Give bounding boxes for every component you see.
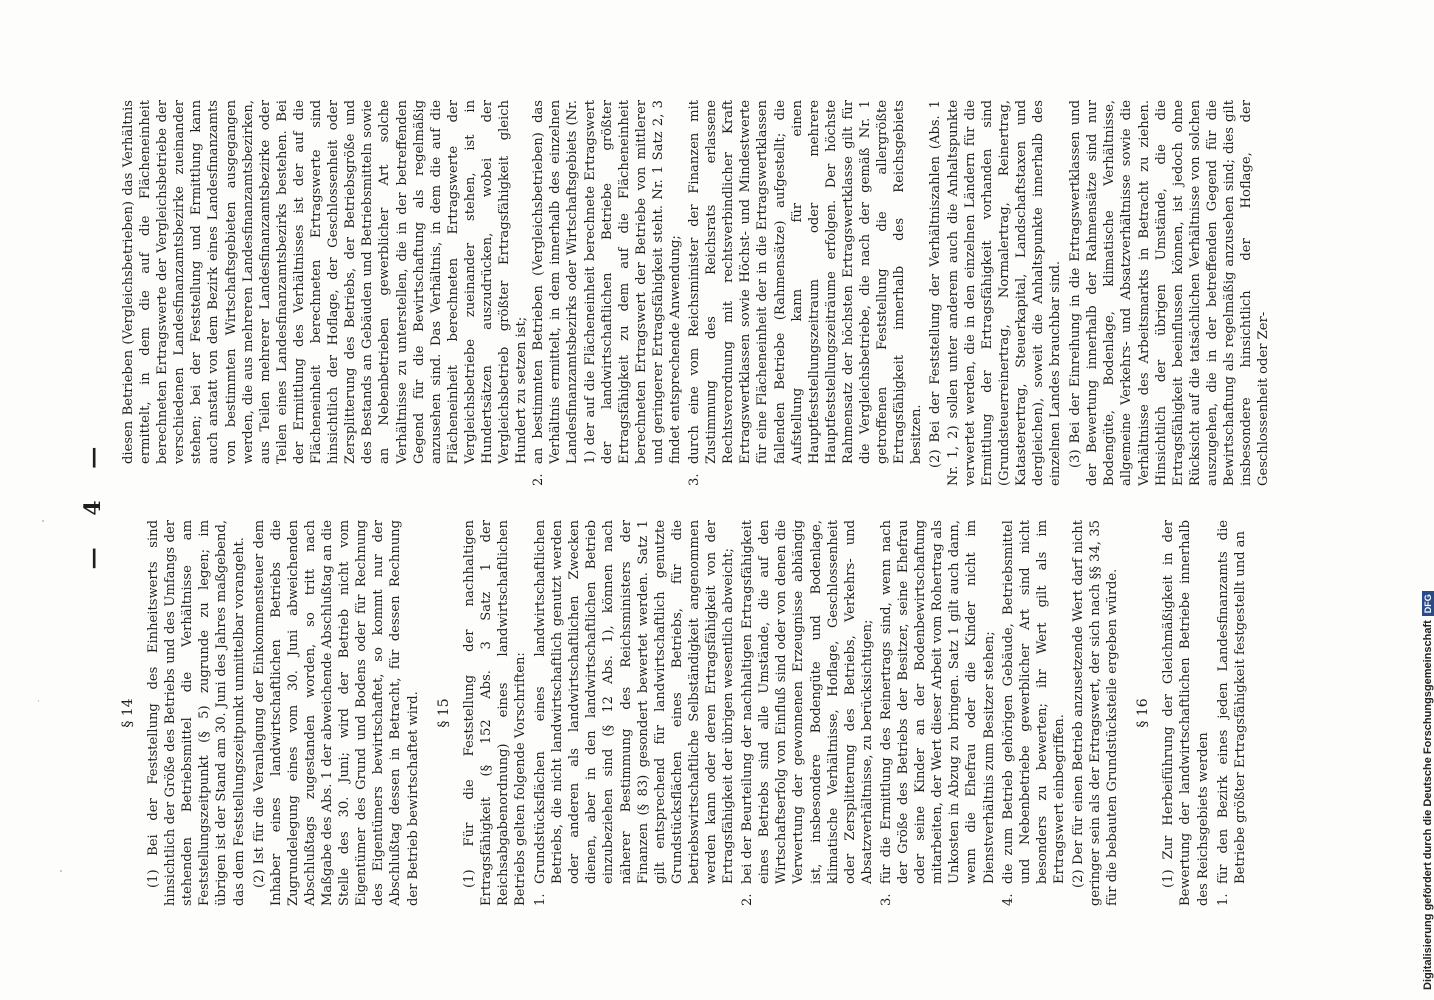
list-item — [532, 520, 737, 906]
paragraph: (3) Bei der Einreihung in die Ertragswertklassen und der Bewertung innerhalb der Rahmensätze sind nur Bodengüte, Bodenlage, klimatische Verhältnisse, allgemeine Verkehrs- und Absatzverhältnisse sowie die Verhältnisse des Arbeitsmarkts in Betracht zu ziehen. Hinsichtlich der übrigen Umstände, die die Ertragsfähigkeit beeinflussen können, ist jedoch ohne Rücksicht auf die tatsächlichen Verhältnisse von solchen auszugehen, die in der betreffenden Gegend für die Bewirtschaftung als regelmäßig anzusehen sind; dies gilt insbesondere hinsichtlich der Hoflage, der Geschlossenheit oder Zer- — [1068, 100, 1272, 486]
funding-note-text: Digitalisierung gefördert durch die Deutsche Forschungsgemeinschaft — [1422, 620, 1434, 990]
list-number: 3. — [878, 893, 894, 906]
list-item — [530, 100, 684, 486]
scan-speck — [60, 870, 62, 872]
section-title-15: § 15 — [435, 698, 452, 728]
section-title-16: § 16 — [1135, 698, 1152, 728]
list-number: 2. — [531, 473, 547, 486]
paragraph-continued: diesen Betrieben (Vergleichsbetrieben) das Verhältnis ermittelt, in dem die auf die Flächeneinheit berechneten Ertragswerte der Vergleichsbetriebe der verschiedenen Landesfinanzamtsbezirke zueinander stehen; bei der Feststellung und Ermittlung kann auch anstatt von dem Bezirk eines Landesfinanzamts von bestimmten Wirtschaftsgebieten ausgegangen werden, die aus mehreren Landesfinanzamtsbezirken, aus Teilen mehrerer Landesfinanzamtsbezirke oder Teilen eines Landesfinanzamtsbezirks bestehen. Bei der Ermittlung des Verhältnisses ist der auf die Flächeneinheit berechneten Ertragswerte sind hinsichtlich der Hoflage, der Geschlossenheit oder Zersplitterung des Betriebs, der Betriebsgröße und des Bestands an Gebäuden und Betriebsmitteln sowie an Nebenbetrieben gewerblicher Art solche Verhältnisse zu unterstellen, die in der betreffenden Gegend für die Bewirtschaftung als regelmäßig anzusehen sind. Das Verhältnis, in dem die auf die Flächeneinheit berechneten Ertragswerte der Vergleichsbetriebe zueinander stehen, ist in Hundertsätzen auszudrücken, wobei der Vergleichsbetrieb größter Ertragsfähigkeit gleich Hundert zu setzen ist; — [121, 100, 530, 464]
section-title-14: § 14 — [120, 698, 136, 728]
paragraph: (1) Für die Feststellung der nachhaltigen Ertragsfähigkeit (§ 152 Abs. 3 Satz 1 der Reichsabgabenordnung) eines landwirtschaftlichen Betriebs gelten folgende Vorschriften: — [461, 520, 528, 906]
dfg-logo: DFG — [1422, 591, 1434, 616]
list-item — [1215, 520, 1249, 906]
rotated-page — [80, 98, 1355, 906]
paragraph: (1) Zur Herbeiführung der Gleichmäßigkeit in der Bewertung der landwirtschaftlichen Betriebe innerhalb des Reichsgebiets werden — [1161, 520, 1211, 906]
list-item — [878, 520, 998, 906]
scan-speck — [38, 700, 39, 702]
list-text: durch eine vom Reichsminister der Finanzen mit Zustimmung des Reichsrats erlassene Rechtsverordnung mit rechtsverbindlicher Kraft Ertragswertklassen sowie Höchst- und Mindestwerte für eine Flächeneinheit der in die Ertragswertklassen fallenden Betriebe (Rahmensätze) aufgestellt; die Aufstellung kann für einen Hauptfeststellungszeitraum oder mehrere Hauptfeststellungszeiträume erfolgen. Der höchste Rahmensatz der höchsten Ertragswertklasse gilt für die Vergleichsbetriebe, die nach der gemäß Nr. 1 getroffenen Feststellung die allergrößte Ertragsfähigkeit innerhalb des Reichsgebiets besitzen. — [687, 100, 925, 464]
list-text: für den Bezirk eines jeden Landesfinanzamts die Betriebe größter Ertragsfähigkeit festgestellt und an — [1215, 520, 1248, 884]
list-text: die zum Betrieb gehörigen Gebäude, Betriebsmittel und Nebenbetriebe gewerblicher Art sind nicht besonders zu bewerten; ihr Wert gilt als im Ertragswert einbegriffen. — [1000, 520, 1067, 884]
paragraph: (2) Der für einen Betrieb anzusetzende Wert darf nicht geringer sein als der Ertragswert, der sich nach §§ 34, 35 für die bebauten Grundstücksteile ergeben würde. — [1070, 520, 1121, 906]
list-text: für die Ermittlung des Reinertrags sind, wenn nach der Größe des Betriebs der Besitzer, seine Ehefrau oder seine Kinder an der Bodenbewirtschaftung mitarbeiten, der Wert dieser Arbeit vom Rohertrag als Unkosten in Abzug zu bringen. Satz 1 gilt auch dann, wenn die Ehefrau oder die Kinder nicht im Dienstverhältnis zum Besitzer stehen; — [878, 520, 997, 884]
list-number: 1. — [1215, 893, 1231, 906]
list-number: 2. — [740, 893, 756, 906]
page-number: — 4 — — [80, 434, 106, 570]
list-text: Grundstücksflächen eines landwirtschaftlichen Betriebs, die nicht landwirtschaftlich genutzt werden oder anderen als landwirtschaftlichen Zwecken dienen, aber in den landwirtschaftlichen Betrieb einzubeziehen sind (§ 12 Abs. 1), können nach näherer Bestimmung des Reichsministers der Finanzen (§ 83) gesondert bewertet werden. Satz 1 gilt entsprechend für landwirtschaftlich genutzte Grundstücksflächen eines Betriebs, für die betriebswirtschaftliche Selbständigkeit angenommen werden kann oder deren Ertragsfähigkeit von der Ertragsfähigkeit der übrigen wesentlich abweicht; — [533, 520, 737, 884]
left-column — [120, 520, 1251, 906]
list-item — [739, 520, 876, 906]
list-text: bei der Beurteilung der nachhaltigen Ertragsfähigkeit eines Betriebs sind alle Umstände, die auf den Wirtschaftserfolg von Einfluß sind oder von denen die Verwertung der gewonnenen Erzeugnisse abhängig ist, insbesondere Bodengüte und Bodenlage, klimatische Verhältnisse, Hoflage, Geschlossenheit oder Zersplitterung des Betriebs, Verkehrs- und Absatzverhältnisse, zu berücksichtigen; — [740, 520, 875, 884]
paragraph: (1) Bei der Feststellung des Einheitswerts sind hinsichtlich der Größe des Betriebs und des Umfangs der stehenden Betriebsmittel die Verhältnisse am Feststellungszeitpunkt (§ 5) zugrunde zu legen; im übrigen ist der Stand am 30. Juni des Jahres maßgebend, das dem Feststellungszeitpunkt unmittelbar vorangeht. — [146, 520, 247, 906]
list-number: 3. — [687, 473, 703, 486]
list-number: 4. — [1000, 893, 1016, 906]
right-column — [120, 100, 1275, 486]
list-item — [686, 100, 925, 486]
list-text: an bestimmten Betrieben (Vergleichsbetrieben) das Verhältnis ermittelt, in dem innerhalb des einzelnen Landesfinanzamtsbezirks oder Wirtschaftsgebiets (Nr. 1) der auf die Flächeneinheit berechnete Ertragswert der landwirtschaftlichen Betriebe größter Ertragsfähigkeit zu dem auf die Flächeneinheit berechneten Ertragswert der Betriebe von mittlerer und geringerer Ertragsfähigkeit steht. Nr. 1 Satz 2, 3 findet entsprechende Anwendung; — [531, 100, 683, 464]
scan-speck — [42, 520, 44, 522]
paragraph: (2) Bei der Feststellung der Verhältniszahlen (Abs. 1 Nr. 1, 2) sollen unter anderem auch die Anhaltspunkte verwertet werden, die in den einzelnen Ländern für die Ermittlung der Ertragsfähigkeit vorhanden sind (Grundsteuerreinertrag, Normalertrag, Reinertrag, Katasterertrag, Steuerkapital, Landschaftstaxen und dergleichen), soweit die Anhaltspunkte innerhalb des einzelnen Landes brauchbar sind. — [928, 100, 1064, 486]
funding-note — [1422, 591, 1434, 990]
paragraph: (2) Ist für die Veranlagung der Einkommensteuer dem Inhaber eines landwirtschaftlichen Betriebs die Zugrundelegung eines vom 30. Juni abweichenden Abschlußtags zugestanden worden, so tritt nach Maßgabe des Abs. 1 der abweichende Abschlußtag an die Stelle des 30. Juni; wird der Betrieb nicht vom Eigentümer des Grund und Bodens oder für Rechnung des Eigentümers bewirtschaftet, so kommt nur der Abschlußtag dessen in Betracht, für dessen Rechnung der Betrieb bewirtschaftet wird. — [251, 520, 421, 906]
list-item — [1000, 520, 1068, 906]
list-number: 1. — [533, 893, 549, 906]
